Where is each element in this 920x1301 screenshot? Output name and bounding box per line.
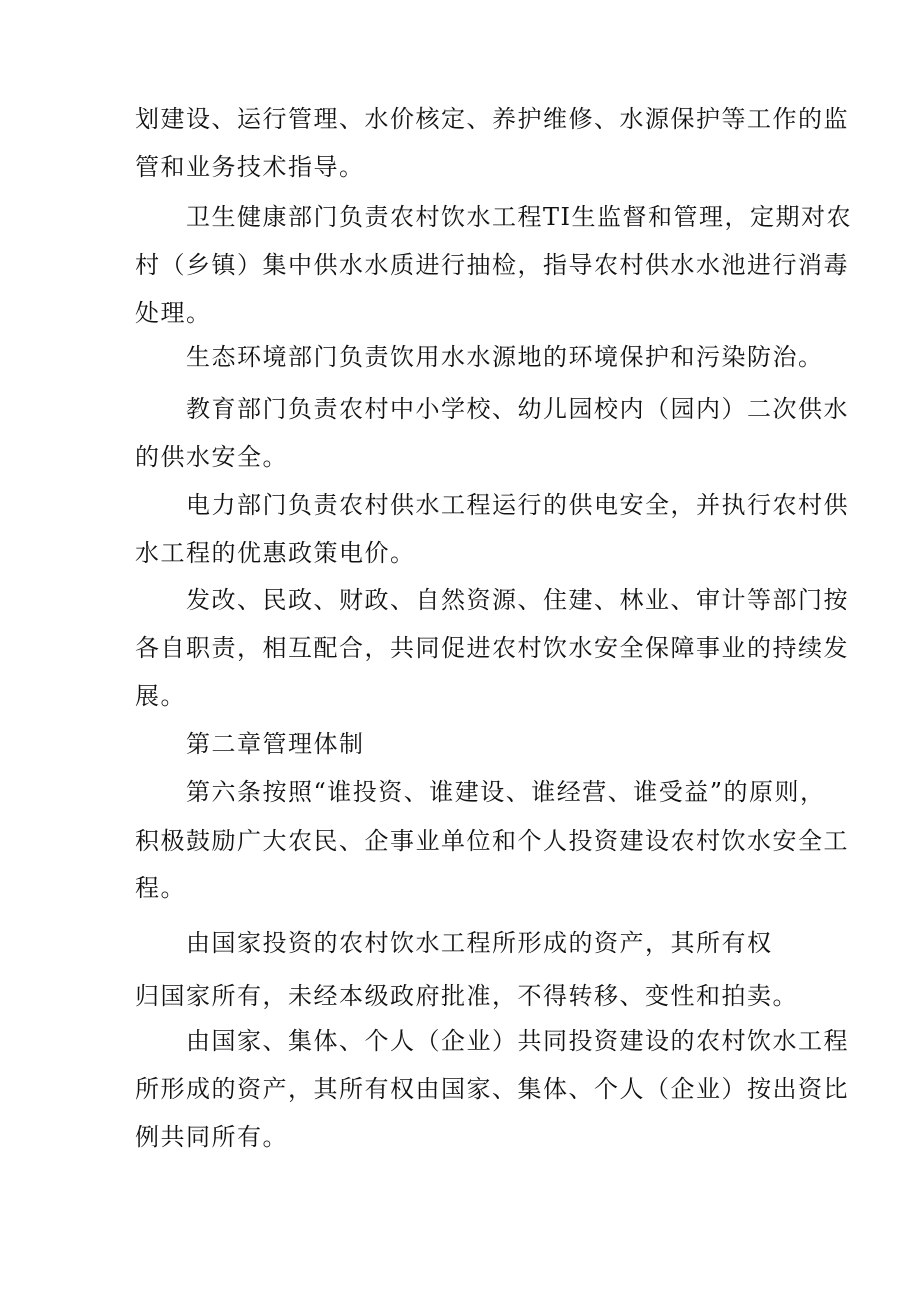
text-line: 程。 (135, 874, 186, 902)
text-line: 由国家、集体、个人（企业）共同投资建设的农村饮水工程 (186, 1027, 849, 1055)
text-line: 展。 (135, 682, 186, 710)
text-line: 各自职责，相互配合，共同促进农村饮水安全保障事业的持续发 (135, 634, 849, 662)
text-line: 第六条按照“谁投资、谁建设、谁经营、谁受益”的原则， (186, 778, 826, 806)
text-line: 所形成的资产，其所有权由国家、集体、个人（企业）按出资比 (135, 1075, 849, 1103)
text-line: 电力部门负责农村供水工程运行的供电安全，并执行农村供 (186, 491, 849, 519)
text-line: 村（乡镇）集中供水水质进行抽检，指导农村供水水池进行消毒 (135, 251, 849, 279)
text-line: 教育部门负责农村中小学校、幼儿园校内（园内）二次供水 (186, 395, 849, 423)
text-line: 发改、民政、财政、自然资源、住建、林业、审计等部门按 (186, 586, 849, 614)
text-line: 卫生健康部门负责农村饮水工程TI生监督和管理，定期对农 (186, 203, 852, 231)
text-line: 的供水安全。 (135, 443, 288, 471)
text-line: 归国家所有，未经本级政府批准，不得转移、变性和拍卖。 (135, 982, 798, 1010)
text-line: 生态环境部门负责饮用水水源地的环境保护和污染防治。 (186, 343, 824, 371)
text-line: 管和业务技术指导。 (135, 153, 365, 181)
text-line: 例共同所有。 (135, 1123, 288, 1151)
text-line: 划建设、运行管理、水价核定、养护维修、水源保护等工作的监 (135, 105, 849, 133)
chapter-heading: 第二章管理体制 (186, 730, 365, 758)
text-line: 处理。 (135, 299, 212, 327)
text-line: 水工程的优惠政策电价。 (135, 539, 416, 567)
text-line: 积极鼓励广大农民、企事业单位和个人投资建设农村饮水安全工 (135, 827, 849, 855)
text-line: 由国家投资的农村饮水工程所形成的资产，其所有权 (186, 929, 773, 957)
